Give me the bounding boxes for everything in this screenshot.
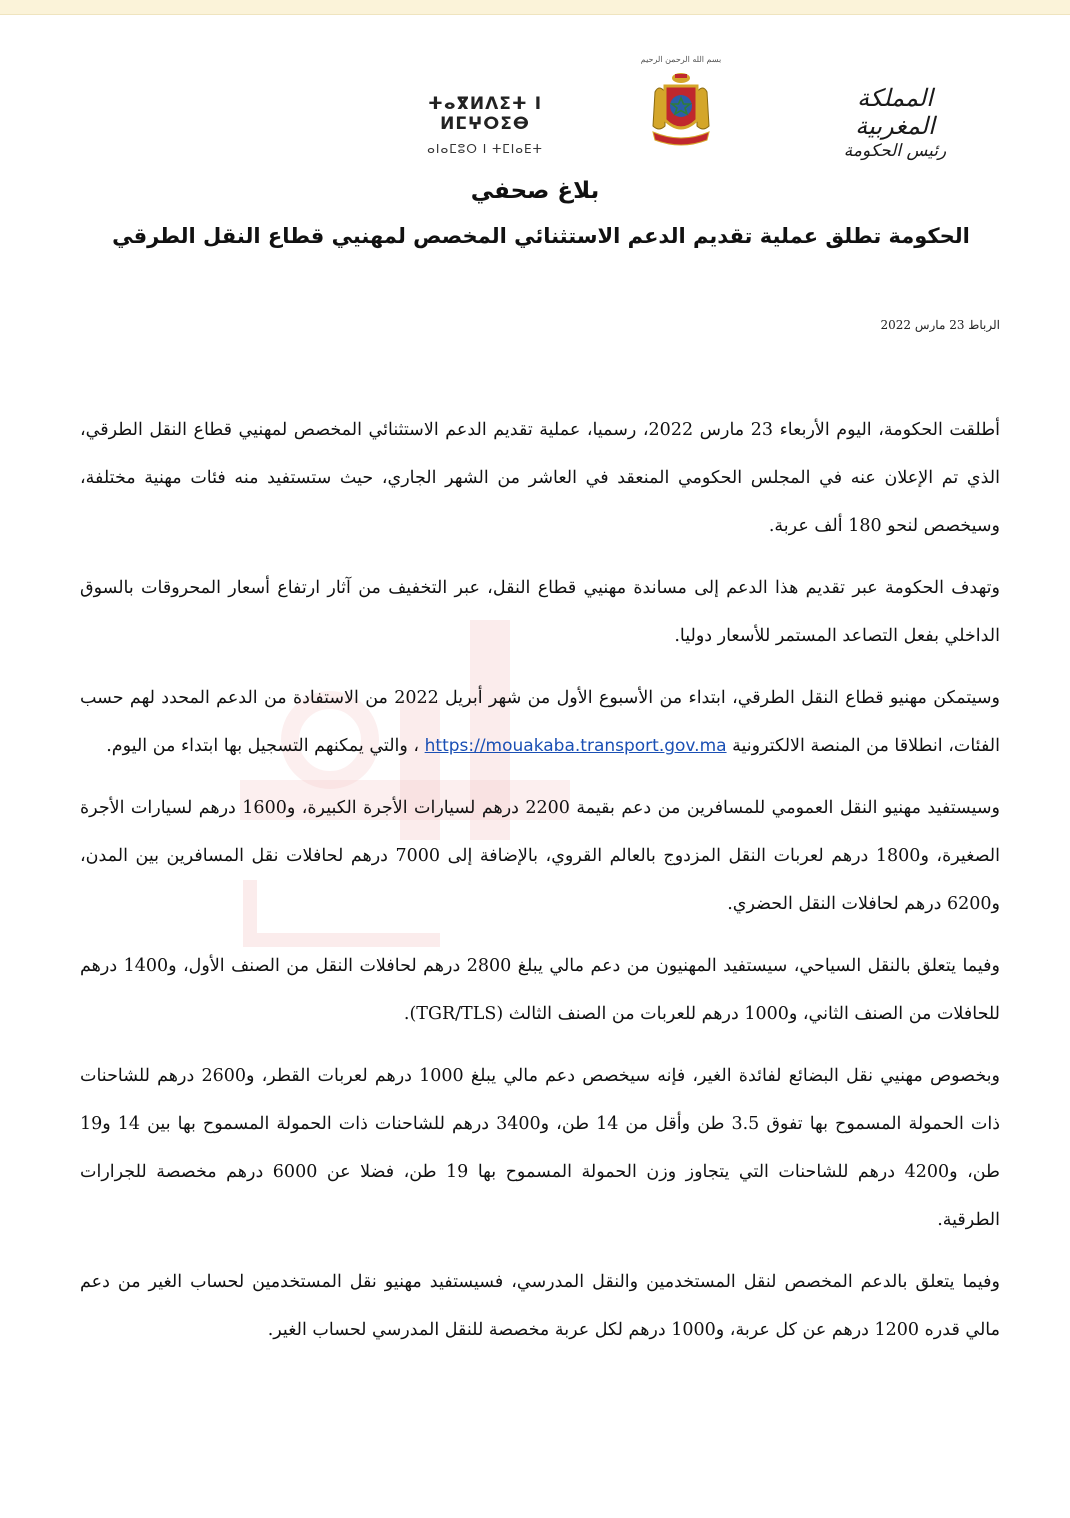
- platform-link[interactable]: https://mouakaba.transport.gov.ma: [424, 736, 727, 756]
- moroccan-emblem-icon: [645, 70, 717, 150]
- paragraph-3-intro: وسيتمكن مهنيو قطاع النقل الطرقي، ابتداء من الأسبوع الأول من شهر أبريل 2022 من الاستفادة من الدعم المحدد لهم حسب الفئات، انطلاقا من المنصة الالكترونية: [80, 688, 1001, 756]
- top-strip: [0, 0, 1070, 15]
- letterhead: [0, 50, 1070, 160]
- kingdom-letterhead: [830, 84, 960, 162]
- paragraph-3: [80, 674, 1000, 770]
- paragraph-1: أطلقت الحكومة، اليوم الأربعاء 23 مارس 2022، رسميا، عملية تقديم الدعم الاستثنائي المخصص لمهنيي قطاع النقل الطرقي، الذي تم الإعلان عنه في المجلس الحكومي المنعقد في العاشر من الشهر الجاري، حيث ستستفيد منه فئات مهنية مختلفة، وسيخصص لنحو 180 ألف عربة.: [80, 420, 1000, 536]
- bismillah-text: بسم الله الرحمن الرحيم: [640, 55, 722, 64]
- tifinagh-line-1: ⵜⴰⴳⵍⴷⵉⵜ ⵏ ⵍⵎⵖⵔⵉⴱ: [427, 94, 543, 134]
- document-date: الرباط 23 مارس 2022: [880, 318, 1000, 332]
- paragraph-4: وسيستفيد مهنيو النقل العمومي للمسافرين من دعم بقيمة 2200 درهم لسيارات الأجرة الكبيرة، و1600 درهم لسيارات الأجرة الصغيرة، و1800 درهم لعربات النقل المزدوج بالعالم القروي، بالإضافة إلى 7000 درهم لحافلات نقل المسافرين بين المدن، و6200 درهم لحافلات النقل الحضري.: [80, 798, 1000, 914]
- document-body: [80, 406, 1000, 1368]
- coat-of-arms: [636, 54, 726, 154]
- paragraph-3-outro: ، والتي يمكنهم التسجيل بها ابتداء من اليوم.: [106, 736, 425, 756]
- tifinagh-letterhead: [405, 94, 565, 156]
- paragraph-6: وبخصوص مهنيي نقل البضائع لفائدة الغير، فإنه سيخصص دعم مالي يبلغ 1000 درهم لعربات القطر، و2600 درهم للشاحنات ذات الحمولة المسموح بها تفوق 3.5 طن وأقل من 14 طن، و3400 درهم للشاحنات ذات الحمولة المسموح بها بين 14 و19 طن، و4200 درهم للشاحنات التي يتجاوز وزن الحمولة المسموح بها 19 طن، فضلا عن 6000 درهم مخصصة للجرارات الطرقية.: [80, 1066, 1000, 1230]
- paragraph-5: وفيما يتعلق بالنقل السياحي، سيستفيد المهنيون من دعم مالي يبلغ 2800 درهم لحافلات النقل من الصنف الأول، و1400 درهم للحافلات من الصنف الثاني، و1000 درهم للعربات من الصنف الثالث (TGR/TLS).: [80, 956, 1001, 1024]
- paragraph-7: وفيما يتعلق بالدعم المخصص لنقل المستخدمين والنقل المدرسي، فسيستفيد مهنيو نقل المستخدمين لحساب الغير من دعم مالي قدره 1200 درهم عن كل عربة، و1000 درهم لكل عربة مخصصة للنقل المدرسي لحساب الغير.: [80, 1272, 1000, 1340]
- document-subtitle: الحكومة تطلق عملية تقديم الدعم الاستثنائي المخصص لمهنيي قطاع النقل الطرقي: [112, 224, 970, 248]
- document-title: بلاغ صحفي: [470, 178, 600, 204]
- paragraph-2: وتهدف الحكومة عبر تقديم هذا الدعم إلى مساندة مهنيي قطاع النقل، عبر التخفيف من آثار ارتفاع أسعار المحروقات بالسوق الداخلي بفعل التصاعد المستمر للأسعار دوليا.: [80, 578, 1000, 646]
- tifinagh-line-2: ⴰⵏⴰⵎⵓⵔ ⵏ ⵜⵎⵏⴰⴹⵜ: [427, 142, 543, 156]
- head-of-government: رئيس الحكومة: [843, 141, 947, 161]
- kingdom-name: المملكة المغربية: [855, 84, 935, 140]
